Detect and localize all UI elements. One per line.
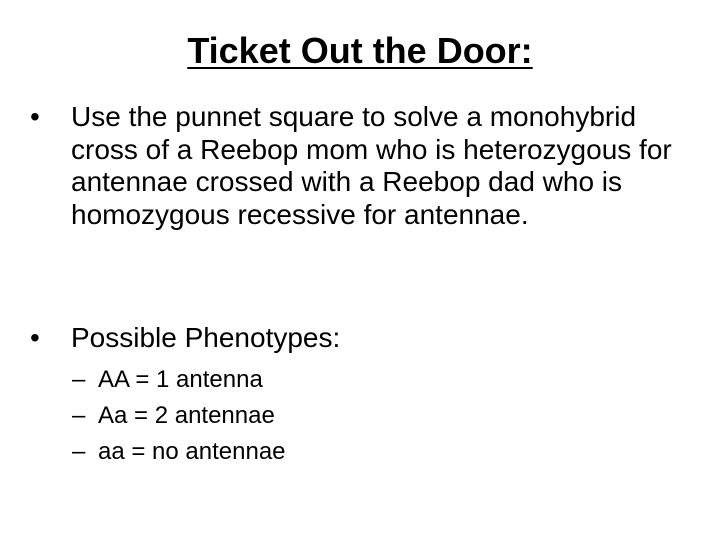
phenotype-item xyxy=(72,398,286,434)
bullet-text: Use the punnet square to solve a monohybrid cross of a Reebop mom who is heterozygous for antennae crossed with a Reebop dad who is homozygous recessive for antennae. xyxy=(71,101,672,230)
phenotype-item xyxy=(72,434,286,470)
dash-marker: – xyxy=(72,438,86,465)
phenotype-text: Aa = 2 antennae xyxy=(98,402,275,429)
dash-marker: – xyxy=(72,402,86,429)
phenotype-text: aa = no antennae xyxy=(98,438,286,465)
phenotype-list xyxy=(72,362,286,470)
slide-title: Ticket Out the Door: xyxy=(187,30,533,71)
phenotype-text: AA = 1 antenna xyxy=(98,366,263,393)
phenotype-item xyxy=(72,362,286,398)
bullet-marker: • xyxy=(30,101,40,132)
bullet-marker: • xyxy=(30,322,40,353)
dash-marker: – xyxy=(72,366,86,393)
bullet-item-phenotypes xyxy=(30,322,680,355)
bullet-item-instructions xyxy=(30,101,680,231)
bullet-text: Possible Phenotypes: xyxy=(71,322,341,353)
